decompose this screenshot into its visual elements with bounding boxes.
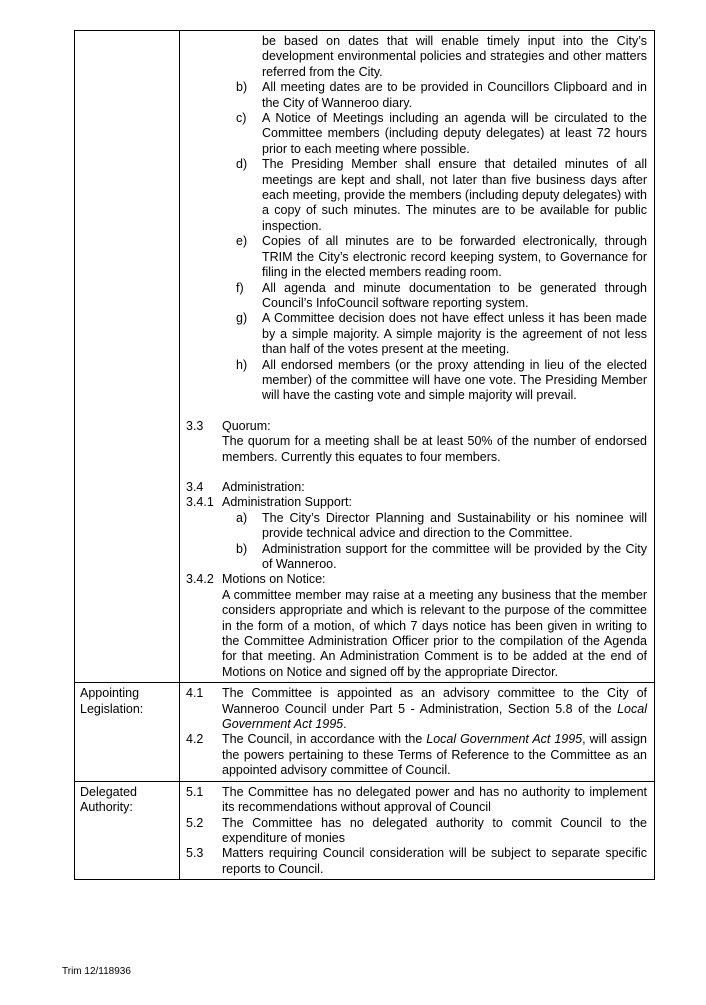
numbered-item	[186, 846, 647, 877]
list-item	[186, 511, 647, 542]
item-text: Matters requiring Council consideration will be subject to separate specific reports to Council.	[222, 846, 647, 876]
delegated-authority-label: Delegated Authority:	[75, 781, 180, 879]
list-item	[186, 234, 647, 280]
list-marker: h)	[236, 357, 248, 372]
item-number: 4.1	[186, 686, 204, 701]
section-heading: Quorum:	[222, 418, 271, 433]
numbered-item	[186, 686, 647, 732]
item-text: The Committee has no delegated power and has no authority to implement its recommendations without approval of Council	[222, 784, 647, 815]
item-text-start: The Committee is appointed as an advisory committee to the City of Wanneroo Council under Part 5 - Administration, Section 5.8 of the	[222, 686, 647, 716]
table-row	[75, 781, 655, 879]
table-row	[75, 31, 655, 683]
item-text: The Committee has no delegated authority to commit Council to the expenditure of monies	[222, 815, 647, 845]
list-item-text: The Presiding Member shall ensure that detailed minutes of all meetings are kept and shall, not later than five business days after each meeting, provide the members (including deputy delegates) with a copy of such minutes. The minutes are to be available for public inspection.	[262, 157, 647, 233]
item-text-end: .	[343, 717, 347, 732]
list-item	[186, 281, 647, 312]
list-marker: b)	[236, 80, 248, 95]
list-marker: a)	[236, 510, 248, 525]
quorum-heading	[186, 419, 647, 434]
meeting-procedures-cell	[180, 31, 655, 683]
list-item	[186, 157, 647, 234]
section-number: 3.3	[186, 418, 204, 433]
appointing-legislation-cell	[180, 683, 655, 781]
item-text	[222, 732, 647, 778]
list-item-text: A Committee decision does not have effect unless it has been made by a simple majority. A simple majority is the agreement of not less than half of the votes present at the meeting.	[262, 311, 647, 357]
list-item	[186, 111, 647, 157]
list-item	[186, 80, 647, 111]
motions-text: A committee member may raise at a meeting any business that the member considers appropriate and which is relevant to the purpose of the committee in the form of a motion, of which 7 days notice has been given in writing to the Committee Administration Officer prior to the compilation of the Agenda for that meeting. An Administration Comment is to be added at the end of Motions on Notice and signed off by the appropriate Director.	[222, 587, 647, 679]
item-number: 4.2	[186, 732, 204, 747]
subsection-heading: Motions on Notice:	[222, 572, 326, 587]
motions-heading	[186, 572, 647, 587]
subsection-number: 3.4.1	[186, 495, 214, 510]
item-number: 5.3	[186, 846, 204, 861]
list-item	[186, 311, 647, 357]
item-text	[222, 686, 647, 732]
delegated-authority-cell	[180, 781, 655, 879]
administration-support-heading	[186, 495, 647, 510]
empty-label-cell	[75, 31, 180, 683]
subsection-number: 3.4.2	[186, 572, 214, 587]
list-marker: b)	[236, 541, 248, 556]
list-item-text: All agenda and minute documentation to be generated through Council’s InfoCouncil software reporting system.	[262, 280, 647, 310]
list-item-text: The City’s Director Planning and Sustainability or his nominee will provide technical advice and direction to the Committee.	[262, 510, 647, 541]
terms-of-reference-table	[74, 30, 655, 880]
list-marker: g)	[236, 311, 248, 326]
administration-heading	[186, 480, 647, 495]
quorum-text: The quorum for a meeting shall be at least 50% of the number of endorsed members. Currently this equates to four members.	[222, 434, 647, 464]
list-item-text: All endorsed members (or the proxy attending in lieu of the elected member) of the committee will have one vote. The Presiding Member will have the casting vote and simple majority will prevail.	[262, 357, 647, 403]
list-item-text: Copies of all minutes are to be forwarded electronically, through TRIM the City’s electronic record keeping system, to Governance for filing in the elected members reading room.	[262, 234, 647, 280]
numbered-item	[186, 816, 647, 847]
list-marker: e)	[236, 234, 248, 249]
numbered-item	[186, 785, 647, 816]
section-heading: Administration:	[222, 479, 305, 494]
subsection-heading: Administration Support:	[222, 495, 352, 510]
list-item-text: A Notice of Meetings including an agenda will be circulated to the Committee members (including deputy delegates) at least 72 hours prior to each meeting where possible.	[262, 111, 647, 156]
list-item-text: All meeting dates are to be provided in Councillors Clipboard and in the City of Wanneroo diary.	[262, 80, 647, 110]
appointing-legislation-label: Appointing Legislation:	[75, 683, 180, 781]
list-item	[186, 358, 647, 404]
list-item-text: Administration support for the committee will be provided by the City of Wanneroo.	[262, 541, 647, 571]
act-name: Local Government Act 1995	[222, 701, 647, 732]
act-name: Local Government Act 1995	[426, 732, 583, 747]
section-number: 3.4	[186, 479, 204, 494]
list-marker: c)	[236, 111, 247, 126]
continued-lead-text: be based on dates that will enable timely input into the City’s development environmental policies and strategies and other matters referred from the City.	[262, 34, 647, 79]
table-row	[75, 683, 655, 781]
numbered-item	[186, 732, 647, 778]
item-text-start: The Council, in accordance with the	[222, 732, 427, 747]
list-item	[186, 542, 647, 573]
trim-reference: Trim 12/118936	[62, 966, 131, 977]
list-marker: d)	[236, 157, 248, 172]
item-number: 5.2	[186, 815, 204, 830]
item-number: 5.1	[186, 784, 204, 799]
item-text-end: , will assign the powers pertaining to these Terms of Reference to the Committee as an appointed advisory committee of Council.	[222, 732, 647, 778]
list-marker: f)	[236, 280, 244, 295]
